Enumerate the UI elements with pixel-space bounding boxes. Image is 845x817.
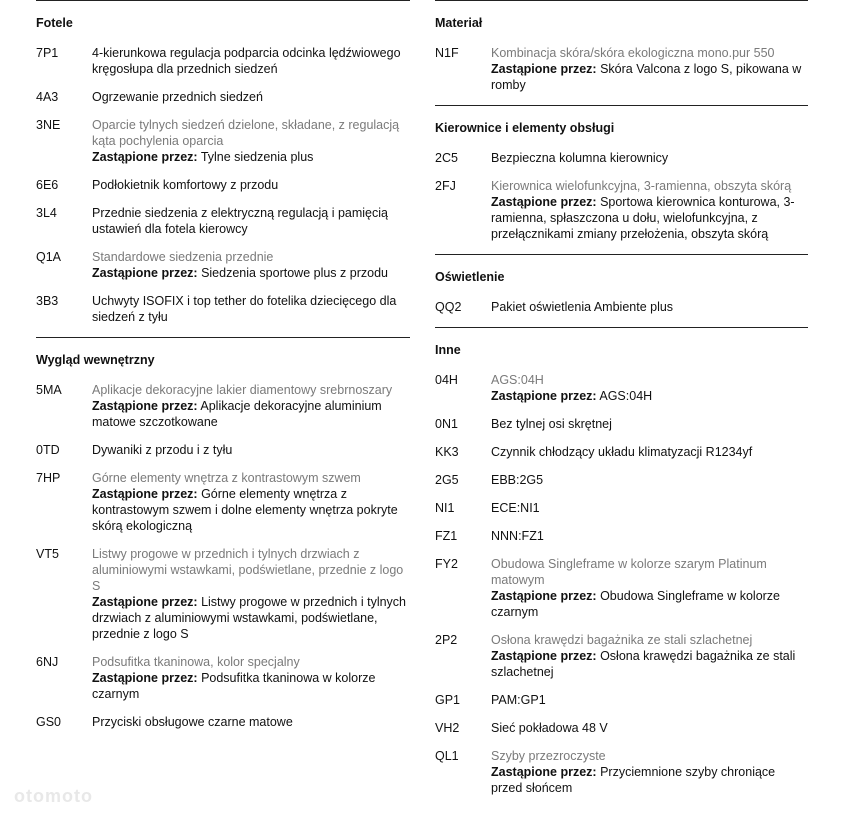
option-text: Przednie siedzenia z elektryczną regulacją i pamięcią ustawień dla fotela kierowcy xyxy=(92,206,388,236)
right-column xyxy=(435,0,808,808)
replaced-by-label: Zastąpione przez: xyxy=(92,595,198,609)
replacement-line xyxy=(92,149,410,165)
option-description xyxy=(491,692,808,708)
option-description xyxy=(92,45,410,77)
replacement-text: Skóra Valcona z logo S, pikowana w romby xyxy=(491,62,802,92)
option-description xyxy=(491,178,808,242)
option-description xyxy=(491,720,808,736)
original-option-text: Standardowe siedzenia przednie xyxy=(92,250,274,264)
spec-item xyxy=(435,416,808,432)
replaced-by-label: Zastąpione przez: xyxy=(92,487,198,501)
section-title: Inne xyxy=(435,343,461,357)
option-description xyxy=(92,177,410,193)
replacement-text: Aplikacje dekoracyjne aluminium matowe szczotkowane xyxy=(92,399,382,429)
section-title: Materiał xyxy=(435,16,483,30)
spec-item xyxy=(435,150,808,166)
original-option-text: Podsufitka tkaninowa, kolor specjalny xyxy=(92,655,300,669)
option-code: 3NE xyxy=(36,118,61,132)
replacement-text: Sportowa kierownica konturowa, 3-ramienna, spłaszczona u dołu, wielofunkcyjna, z przełącznikami zmiany przełożenia, obszyta skórą xyxy=(491,195,795,241)
option-text: Bezpieczna kolumna kierownicy xyxy=(491,151,669,165)
option-description xyxy=(491,748,808,796)
spec-item xyxy=(36,382,410,430)
original-option-text: Kierownica wielofunkcyjna, 3-ramienna, obszyta skórą xyxy=(491,179,792,193)
replacement-line xyxy=(92,265,410,281)
spec-item xyxy=(435,372,808,404)
option-text: Uchwyty ISOFIX i top tether do fotelika dziecięcego dla siedzeń z tyłu xyxy=(92,294,397,324)
replacement-line xyxy=(92,594,410,642)
spec-section xyxy=(435,254,808,327)
original-option-text: Oparcie tylnych siedzeń dzielone, składane, z regulacją kąta pochylenia oparcia xyxy=(92,118,400,148)
option-code: 2G5 xyxy=(435,473,459,487)
spec-section xyxy=(36,0,410,337)
spec-item xyxy=(435,444,808,460)
spec-item xyxy=(435,45,808,93)
replaced-by-label: Zastąpione przez: xyxy=(491,589,597,603)
option-description xyxy=(92,654,410,702)
replacement-text: Tylne siedzenia plus xyxy=(200,150,314,164)
option-code: 0N1 xyxy=(435,417,458,431)
spec-item xyxy=(435,178,808,242)
spec-item xyxy=(36,45,410,77)
replacement-line xyxy=(491,764,808,796)
option-text: Podłokietnik komfortowy z przodu xyxy=(92,178,279,192)
option-description xyxy=(92,714,410,730)
option-code: 7HP xyxy=(36,471,61,485)
original-option-text: AGS:04H xyxy=(491,373,544,387)
spec-item xyxy=(36,117,410,165)
option-description xyxy=(92,546,410,642)
option-text: Ogrzewanie przednich siedzeń xyxy=(92,90,263,104)
replacement-text: Podsufitka tkaninowa w kolorze czarnym xyxy=(92,671,376,701)
option-description xyxy=(92,205,410,237)
option-code: N1F xyxy=(435,46,459,60)
spec-item xyxy=(36,205,410,237)
option-description xyxy=(491,444,808,460)
option-code: GP1 xyxy=(435,693,461,707)
replaced-by-label: Zastąpione przez: xyxy=(491,62,597,76)
spec-item xyxy=(36,293,410,325)
option-code: FZ1 xyxy=(435,529,458,543)
replaced-by-label: Zastąpione przez: xyxy=(491,649,597,663)
replaced-by-label: Zastąpione przez: xyxy=(92,150,198,164)
spec-item xyxy=(435,500,808,516)
option-description xyxy=(92,249,410,281)
original-option-text: Osłona krawędzi bagażnika ze stali szlachetnej xyxy=(491,633,753,647)
option-description xyxy=(92,117,410,165)
option-code: KK3 xyxy=(435,445,459,459)
replacement-text: Górne elementy wnętrza z kontrastowym szwem i dolne elementy wnętrza pokryte skórą ekologiczną xyxy=(92,487,398,533)
spec-item xyxy=(36,442,410,458)
option-description xyxy=(92,470,410,534)
replacement-text: Przyciemnione szyby chroniące przed słońcem xyxy=(491,765,776,795)
section-title: Oświetlenie xyxy=(435,270,505,284)
replacement-line xyxy=(92,670,410,702)
option-code: 6NJ xyxy=(36,655,59,669)
spec-item xyxy=(435,528,808,544)
original-option-text: Kombinacja skóra/skóra ekologiczna mono.pur 550 xyxy=(491,46,775,60)
option-code: GS0 xyxy=(36,715,62,729)
spec-item xyxy=(36,470,410,534)
replacement-text: AGS:04H xyxy=(599,389,653,403)
option-description xyxy=(491,45,808,93)
option-code: VH2 xyxy=(435,721,460,735)
option-code: 0TD xyxy=(36,443,60,457)
option-code: QQ2 xyxy=(435,300,462,314)
option-code: 2P2 xyxy=(435,633,458,647)
option-description xyxy=(491,472,808,488)
spec-item xyxy=(435,720,808,736)
option-description xyxy=(491,299,808,315)
option-description xyxy=(491,372,808,404)
option-description xyxy=(491,150,808,166)
spec-item xyxy=(435,472,808,488)
option-code: VT5 xyxy=(36,547,59,561)
spec-item xyxy=(435,632,808,680)
option-text: EBB:2G5 xyxy=(491,473,544,487)
replacement-text: Osłona krawędzi bagażnika ze stali szlachetnej xyxy=(491,649,796,679)
option-code: 2FJ xyxy=(435,179,456,193)
option-code: 04H xyxy=(435,373,458,387)
replaced-by-label: Zastąpione przez: xyxy=(92,266,198,280)
spec-item xyxy=(36,654,410,702)
replacement-text: Obudowa Singleframe w kolorze czarnym xyxy=(491,589,781,619)
option-code: 4A3 xyxy=(36,90,59,104)
original-option-text: Górne elementy wnętrza z kontrastowym szwem xyxy=(92,471,361,485)
option-text: Bez tylnej osi skrętnej xyxy=(491,417,612,431)
spec-item xyxy=(36,546,410,642)
replaced-by-label: Zastąpione przez: xyxy=(491,765,597,779)
original-option-text: Obudowa Singleframe w kolorze szarym Platinum matowym xyxy=(491,557,767,587)
option-description xyxy=(491,416,808,432)
replacement-text: Listwy progowe w przednich i tylnych drzwiach z aluminiowymi wstawkami, podświetlane, przednie z logo S xyxy=(92,595,407,641)
option-text: Przyciski obsługowe czarne matowe xyxy=(92,715,293,729)
option-code: 5MA xyxy=(36,383,62,397)
spec-item xyxy=(435,299,808,315)
replaced-by-label: Zastąpione przez: xyxy=(491,389,597,403)
spec-section xyxy=(435,327,808,808)
option-description xyxy=(92,89,410,105)
replacement-line xyxy=(491,648,808,680)
replacement-line xyxy=(491,388,808,404)
left-column xyxy=(36,0,410,742)
spec-item xyxy=(435,692,808,708)
option-code: Q1A xyxy=(36,250,62,264)
option-description xyxy=(92,293,410,325)
option-code: FY2 xyxy=(435,557,458,571)
option-text: Dywaniki z przodu i z tyłu xyxy=(92,443,233,457)
replacement-line xyxy=(491,194,808,242)
replaced-by-label: Zastąpione przez: xyxy=(491,195,597,209)
spec-item xyxy=(36,714,410,730)
replacement-line xyxy=(92,398,410,430)
option-code: 2C5 xyxy=(435,151,458,165)
option-description xyxy=(491,528,808,544)
replaced-by-label: Zastąpione przez: xyxy=(92,399,198,413)
option-code: 3B3 xyxy=(36,294,59,308)
section-title: Wygląd wewnętrzny xyxy=(36,353,155,367)
option-description xyxy=(491,556,808,620)
option-code: 6E6 xyxy=(36,178,59,192)
option-description xyxy=(491,500,808,516)
replacement-line xyxy=(92,486,410,534)
replacement-text: Siedzenia sportowe plus z przodu xyxy=(201,266,388,280)
option-text: PAM:GP1 xyxy=(491,693,546,707)
spec-item xyxy=(36,177,410,193)
original-option-text: Listwy progowe w przednich i tylnych drzwiach z aluminiowymi wstawkami, podświetlane, przednie z logo S xyxy=(92,547,404,593)
option-description xyxy=(491,632,808,680)
option-text: Pakiet oświetlenia Ambiente plus xyxy=(491,300,674,314)
spec-section xyxy=(435,105,808,254)
option-text: Czynnik chłodzący układu klimatyzacji R1234yf xyxy=(491,445,753,459)
replacement-line xyxy=(491,588,808,620)
original-option-text: Szyby przezroczyste xyxy=(491,749,606,763)
replaced-by-label: Zastąpione przez: xyxy=(92,671,198,685)
original-option-text: Aplikacje dekoracyjne lakier diamentowy srebrnoszary xyxy=(92,383,393,397)
option-description xyxy=(92,442,410,458)
option-code: 7P1 xyxy=(36,46,59,60)
section-title: Kierownice i elementy obsługi xyxy=(435,121,615,135)
option-code: 3L4 xyxy=(36,206,57,220)
option-text: Sieć pokładowa 48 V xyxy=(491,721,608,735)
spec-item xyxy=(435,556,808,620)
option-text: ECE:NI1 xyxy=(491,501,540,515)
watermark-logo: otomoto xyxy=(14,786,93,806)
option-code: QL1 xyxy=(435,749,459,763)
spec-section xyxy=(36,337,410,742)
option-text: 4-kierunkowa regulacja podparcia odcinka lędźwiowego kręgosłupa dla przednich siedzeń xyxy=(92,46,401,76)
section-title: Fotele xyxy=(36,16,73,30)
option-description xyxy=(92,382,410,430)
spec-item xyxy=(435,748,808,796)
replacement-line xyxy=(491,61,808,93)
option-code: NI1 xyxy=(435,501,455,515)
spec-item xyxy=(36,249,410,281)
spec-section xyxy=(435,0,808,105)
option-text: NNN:FZ1 xyxy=(491,529,544,543)
spec-item xyxy=(36,89,410,105)
